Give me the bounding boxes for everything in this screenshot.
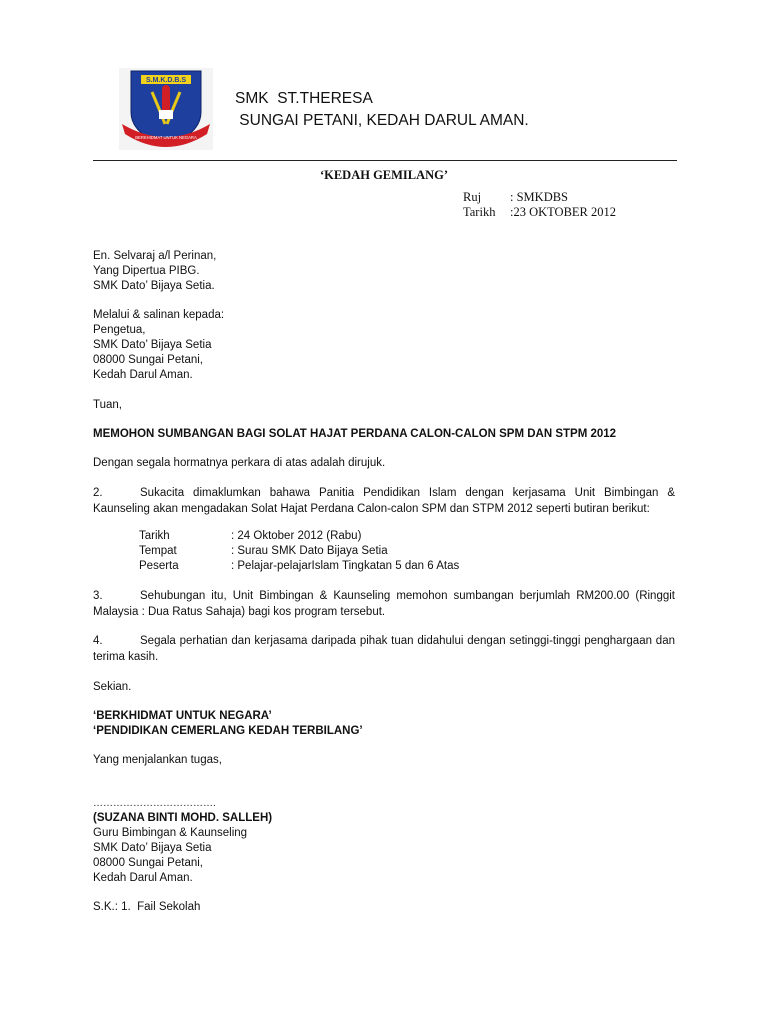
school-crest-logo	[119, 68, 213, 150]
recipient-line: En. Selvaraj a/l Perinan,	[93, 250, 217, 262]
tarikh-label: Tarikh	[463, 205, 496, 219]
closing: Sekian.	[93, 681, 132, 693]
school-address: SUNGAI PETANI, KEDAH DARUL AMAN.	[235, 112, 529, 129]
paragraph-text: Segala perhatian dan kerjasama daripada pihak tuan didahului dengan setinggi-tinggi penghargaan dan terima kasih.	[93, 635, 675, 663]
detail-value: : 24 Oktober 2012 (Rabu)	[231, 530, 362, 542]
state-motto: ‘KEDAH GEMILANG’	[319, 168, 449, 182]
via-line: Melalui & salinan kepada:	[93, 309, 225, 321]
paragraph-text: Sehubungan itu, Unit Bimbingan & Kaunseling memohon sumbangan berjumlah RM200.00 (Ringgit Malaysia : Dua Ratus Sahaja) bagi kos program tersebut.	[93, 590, 675, 618]
slogan-line: ‘PENDIDIKAN CEMERLANG KEDAH TERBILANG’	[93, 725, 363, 737]
signatory-line: SMK Dato’ Bijaya Setia	[93, 842, 212, 854]
recipient-line: SMK Dato’ Bijaya Setia.	[93, 280, 215, 292]
via-line: SMK Dato’ Bijaya Setia	[93, 339, 212, 351]
detail-label: Tarikh	[139, 530, 170, 542]
signature-line: ……………………………….	[93, 798, 216, 809]
paragraph-text: Sukacita dimaklumkan bahawa Panitia Pendidikan Islam dengan kerjasama Unit Bimbingan & Kaunseling akan mengadakan Solat Hajat Perdana Calon-calon SPM dan STPM 2012 seperti butiran berikut:	[93, 487, 675, 515]
detail-label: Tempat	[139, 545, 177, 557]
school-name: SMK ST.THERESA	[235, 90, 373, 107]
recipient-line: Yang Dipertua PIBG.	[93, 265, 200, 277]
paragraph-4	[93, 633, 675, 665]
detail-value: : Surau SMK Dato Bijaya Setia	[231, 545, 388, 557]
reference-tarikh	[463, 205, 616, 220]
paragraph-3	[93, 588, 675, 620]
signatory-line: Kedah Darul Aman.	[93, 872, 193, 884]
detail-value: : Pelajar-pelajarIslam Tingkatan 5 dan 6 Atas	[231, 560, 460, 572]
logo-text: S.M.K.D.B.S	[145, 77, 187, 85]
via-line: 08000 Sungai Petani,	[93, 354, 203, 366]
sign-off: Yang menjalankan tugas,	[93, 754, 222, 766]
detail-row	[139, 560, 459, 572]
via-line: Kedah Darul Aman.	[93, 369, 193, 381]
paragraph-number: 4.	[93, 635, 103, 647]
ruj-value: : SMKDBS	[510, 190, 569, 204]
paragraph-number: 2.	[93, 487, 103, 499]
detail-row	[139, 545, 388, 557]
subject-line: MEMOHON SUMBANGAN BAGI SOLAT HAJAT PERDANA CALON-CALON SPM DAN STPM 2012	[93, 428, 617, 440]
paragraph-2	[93, 485, 675, 517]
reference-ruj	[463, 190, 568, 205]
letterhead-divider	[93, 160, 677, 161]
intro-paragraph: Dengan segala hormatnya perkara di atas adalah dirujuk.	[93, 457, 386, 469]
salutation: Tuan,	[93, 399, 122, 411]
via-line: Pengetua,	[93, 324, 146, 336]
paragraph-number: 3.	[93, 590, 103, 602]
slogan-line: ‘BERKHIDMAT UNTUK NEGARA’	[93, 710, 272, 722]
signatory-line: 08000 Sungai Petani,	[93, 857, 203, 869]
detail-row	[139, 530, 361, 542]
logo-banner-text: BERKHIDMAT UNTUK NEGARA	[135, 135, 197, 140]
copy-to: S.K.: 1. Fail Sekolah	[93, 901, 201, 913]
signatory-name: (SUZANA BINTI MOHD. SALLEH)	[93, 812, 273, 824]
detail-label: Peserta	[139, 560, 179, 572]
ruj-label: Ruj	[463, 190, 482, 204]
tarikh-value: :23 OKTOBER 2012	[510, 205, 617, 219]
signatory-line: Guru Bimbingan & Kaunseling	[93, 827, 248, 839]
